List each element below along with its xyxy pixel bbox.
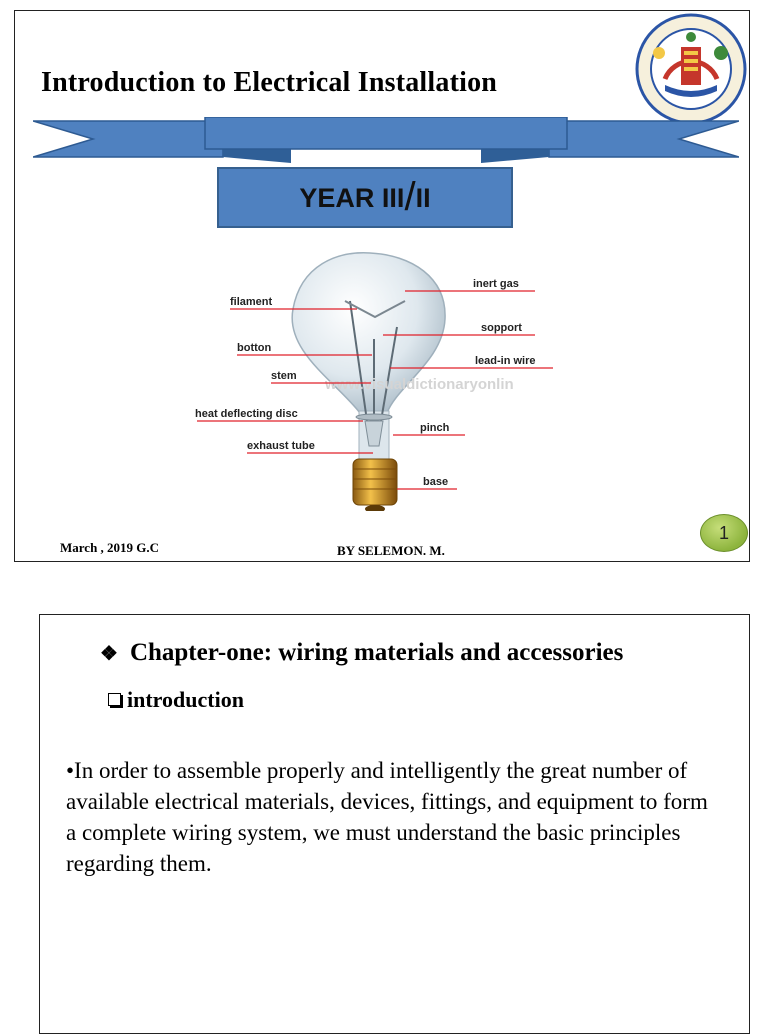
university-seal-icon	[635, 13, 747, 125]
slide-1	[14, 10, 750, 562]
slide-2	[39, 614, 750, 1034]
footer-author: BY SELEMON. M.	[337, 543, 445, 558]
body-paragraph: •In order to assemble properly and intelligently the great number of available electrical materials, devices, fittings, and equipment to form a complete wiring system, we must understand the basic principles regarding them.	[66, 758, 708, 876]
diamond-bullet-icon: ❖	[100, 643, 118, 665]
slide-title: Introduction to Electrical Installation	[41, 67, 498, 98]
sub-heading-text: introduction	[127, 687, 244, 712]
label-base: base	[423, 476, 449, 488]
label-inert-gas: inert gas	[473, 278, 519, 290]
year-label: YEAR III/II	[299, 175, 431, 219]
label-stem: stem	[271, 370, 297, 382]
label-botton: botton	[237, 342, 272, 354]
footer-date: March , 2019 G.C	[60, 540, 160, 555]
checkbox-bullet-icon	[108, 693, 121, 706]
chapter-heading-text: Chapter-one: wiring materials and accessories	[129, 639, 624, 666]
label-pinch: pinch	[420, 422, 450, 434]
sub-heading	[108, 687, 244, 713]
page-number-badge: 1	[700, 514, 748, 552]
figure-watermark: www.visualdictionaryonlin	[325, 376, 514, 393]
chapter-heading	[100, 639, 623, 667]
label-lead-in-wire: lead-in wire	[475, 355, 536, 367]
year-box	[217, 167, 513, 228]
label-heat-deflecting-disc: heat deflecting disc	[195, 408, 298, 420]
label-exhaust-tube: exhaust tube	[247, 440, 315, 452]
label-filament: filament	[230, 296, 273, 308]
light-bulb-diagram	[175, 241, 565, 511]
label-support: sopport	[481, 322, 522, 334]
title-banner	[33, 117, 739, 165]
